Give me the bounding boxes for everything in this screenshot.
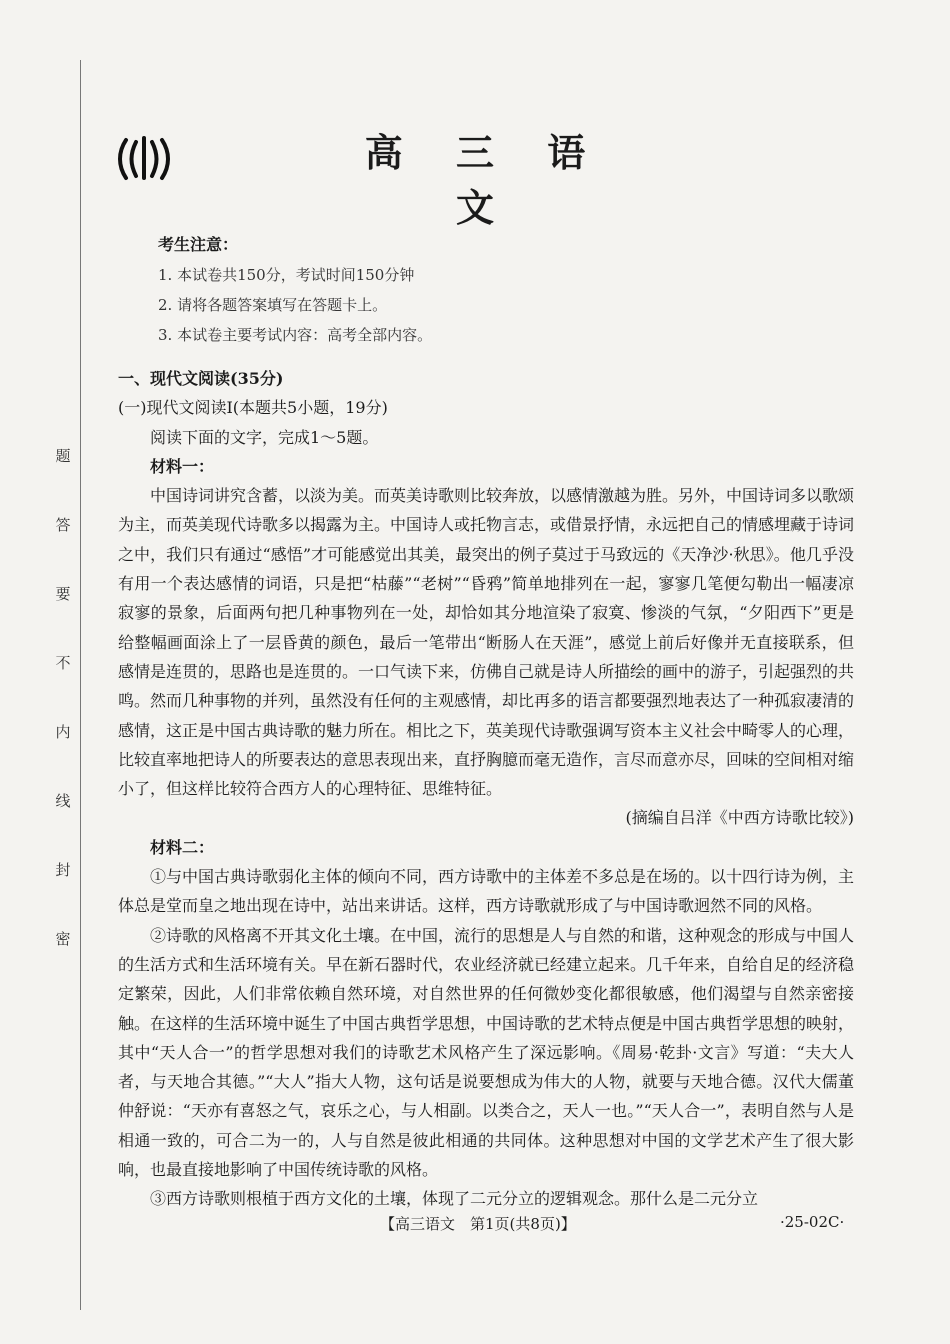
exam-content xyxy=(118,364,854,1214)
section-heading: 一、现代文阅读(35分) xyxy=(118,369,284,388)
side-mark-char: 线 xyxy=(55,792,71,810)
notice-item: 1. 本试卷共150分，考试时间150分钟 xyxy=(158,266,415,284)
page-title: 高 三 语 文 xyxy=(364,130,606,230)
material-1-text: 中国诗词讲究含蓄，以淡为美。而英美诗歌则比较奔放，以感情激越为胜。另外，中国诗词多以歌颂为主，而英美现代诗歌多以揭露为主。中国诗人或托物言志，或借景抒情，永远把自己的情感埋藏于诗词之中，我们只有通过“感悟”才可能感觉出其美，最突出的例子莫过于马致远的《天净沙·秋思》。他几乎没有用一个表达感情的词语，只是把“枯藤”“老树”“昏鸦”简单地排列在一起，寥寥几笔便勾勒出一幅凄凉寂寥的景象，后面两句把几种事物列在一处，却恰如其分地渲染了寂寞、惨淡的气氛，“夕阳西下”更是给整幅画面涂上了一层昏黄的颜色，最后一笔带出“断肠人在天涯”，感觉上前后好像并无直接联系，但感情是连贯的，思路也是连贯的。一口气读下来，仿佛自己就是诗人所描绘的画中的游子，引起强烈的共鸣。然而几种事物的并列，虽然没有任何的主观感情，却比再多的语言都要强烈地表达了一种孤寂凄清的感情，这正是中国古典诗歌的魅力所在。相比之下，英美现代诗歌强调写资本主义社会中畸零人的心理，比较直率地把诗人的所要表达的意思表现出来，直抒胸臆而毫无造作，言尽而意亦尽，回味的空间相对缩小了，但这样比较符合西方人的心理特征、思维特征。 xyxy=(118,486,855,799)
exam-code: ·25-02C· xyxy=(780,1213,845,1231)
notice-item: 2. 请将各题答案填写在答题卡上。 xyxy=(158,296,388,314)
page-footer: 【高三语文 第1页(共8页)】 xyxy=(380,1215,576,1233)
side-mark-char: 封 xyxy=(55,861,71,879)
notice-item: 3. 本试卷主要考试内容：高考全部内容。 xyxy=(158,326,433,344)
side-mark-char: 不 xyxy=(55,654,71,672)
material-2-paragraph-3: ③西方诗歌则根植于西方文化的土壤，体现了二元分立的逻辑观念。那什么是二元分立 xyxy=(150,1189,759,1209)
reading-instruction: 阅读下面的文字，完成1～5题。 xyxy=(150,427,379,447)
subsection-heading: (一)现代文阅读Ⅰ(本题共5小题，19分) xyxy=(118,398,388,418)
side-mark-char: 题 xyxy=(55,447,71,465)
publisher-logo-icon xyxy=(116,132,174,184)
side-mark-char: 要 xyxy=(55,585,71,603)
material-2-paragraph-2: ②诗歌的风格离不开其文化土壤。在中国，流行的思想是人与自然的和谐，这种观念的形成与中国人的生活方式和生活环境有关。早在新石器时代，农业经济就已经建立起来。几千年来，自给自足的经济稳定繁荣，因此，人们非常依赖自然环境，对自然世界的任何微妙变化都很敏感，他们渴望与自然亲密接触。在这样的生活环境中诞生了中国古典哲学思想，中国诗歌的艺术特点便是中国古典哲学思想的映射，其中“天人合一”的哲学思想对我们的诗歌艺术风格产生了深远影响。《周易·乾卦·文言》写道：“夫大人者，与天地合其德。”“大人”指大人物，这句话是说要想成为伟大的人物，就要与天地合德。汉代大儒董仲舒说：“天亦有喜怒之气，哀乐之心，与人相副。以类合之，天人一也。”“天人合一”，表明自然与人是相通一致的，可合二为一的，人与自然是彼此相通的共同体。这种思想对中国的文学艺术产生了很大影响，也最直接地影响了中国传统诗歌的风格。 xyxy=(118,925,855,1180)
side-mark-char: 内 xyxy=(55,723,71,741)
binding-margin-notice xyxy=(52,445,74,949)
material-1-source: (摘编自吕洋《中西方诗歌比较》) xyxy=(625,808,854,828)
material-1-label: 材料一： xyxy=(150,456,215,476)
exam-notice xyxy=(158,230,432,350)
material-2-paragraph-1: ①与中国古典诗歌弱化主体的倾向不同，西方诗歌中的主体差不多总是在场的。以十四行诗为例，主体总是堂而皇之地出现在诗中，站出来讲话。这样，西方诗歌就形成了与中国诗歌迥然不同的风格。 xyxy=(118,867,855,916)
notice-title: 考生注意： xyxy=(158,235,239,254)
binding-line xyxy=(80,60,81,1310)
side-mark-char: 密 xyxy=(55,930,71,948)
side-mark-char: 答 xyxy=(55,516,71,534)
material-2-label: 材料二： xyxy=(150,837,215,857)
